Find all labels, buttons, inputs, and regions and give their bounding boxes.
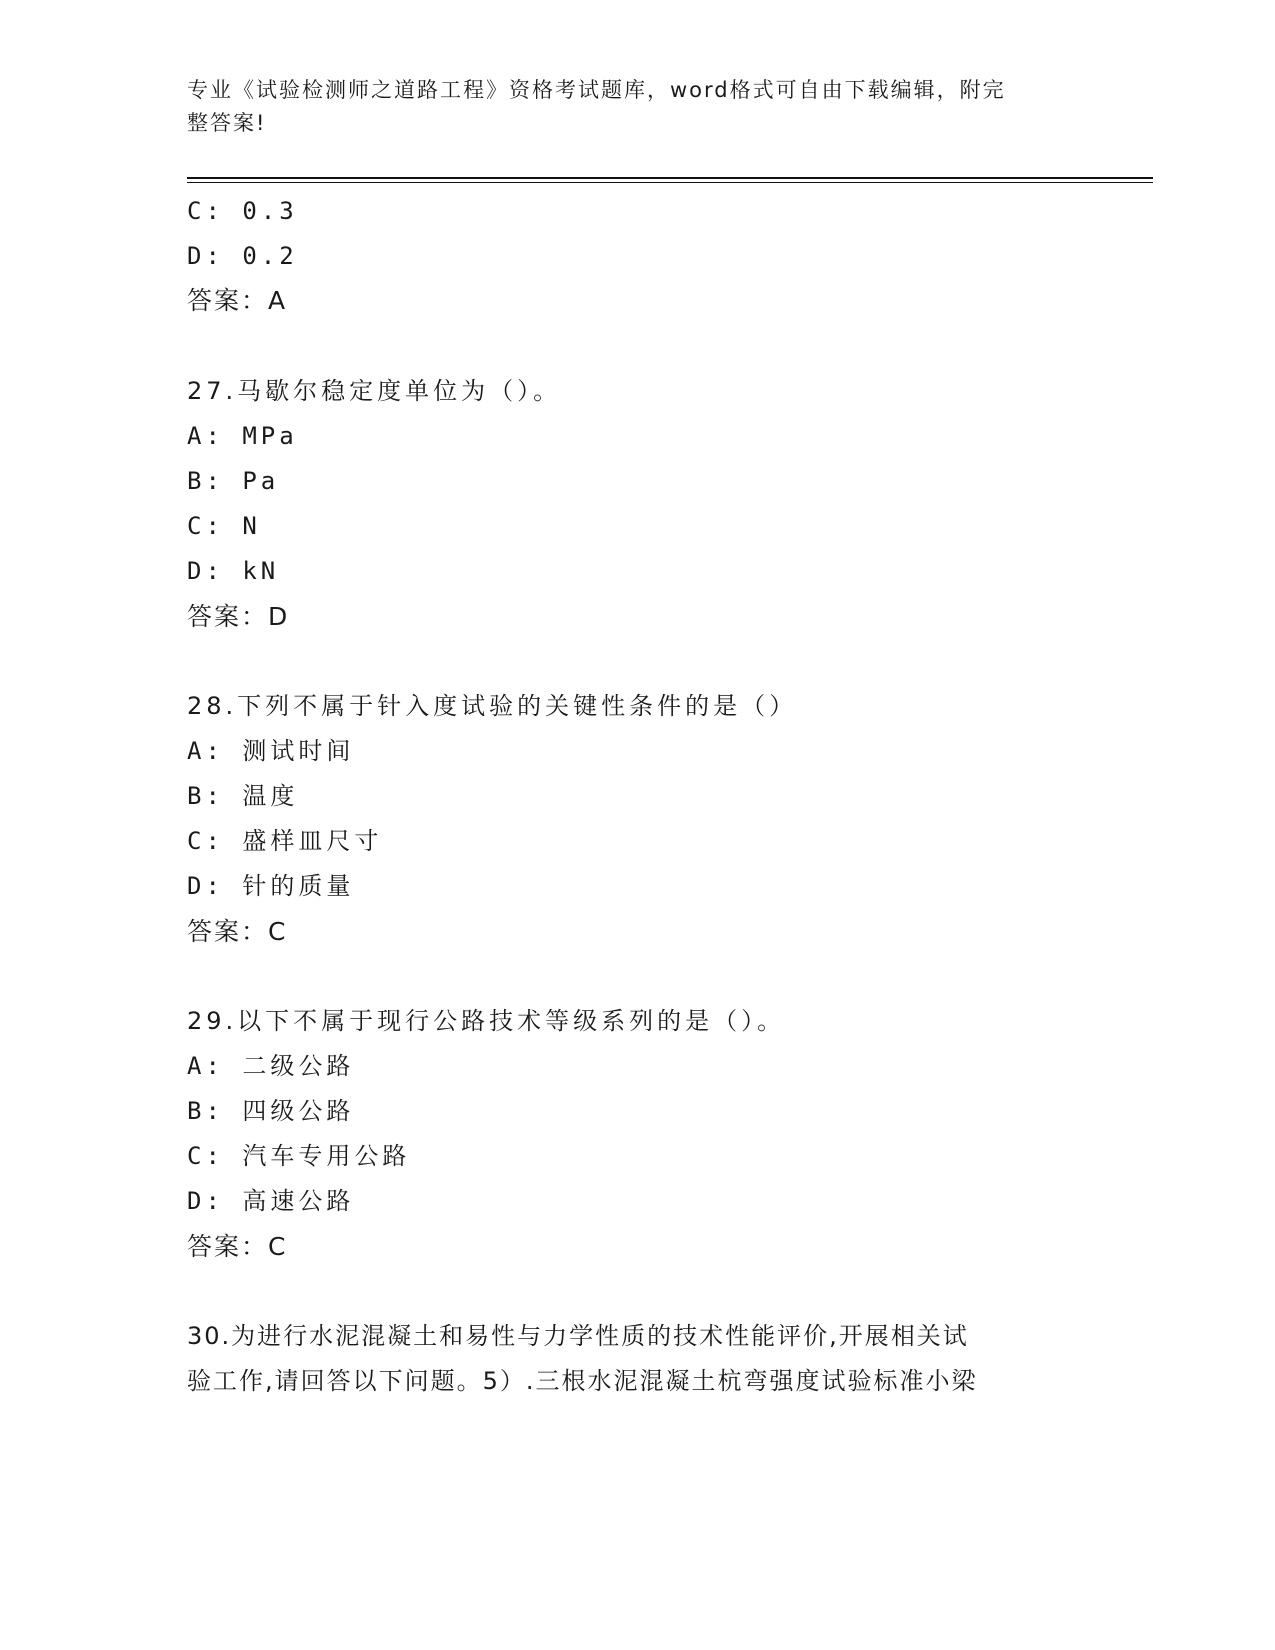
q29-option-b: B: 四级公路 bbox=[187, 1097, 355, 1125]
header-divider-thin bbox=[187, 182, 1153, 183]
document-header bbox=[187, 74, 1067, 140]
question-30-line-1: 30.为进行水泥混凝土和易性与力学性质的技术性能评价,开展相关试 bbox=[187, 1322, 969, 1350]
header-line-2: 整答案! bbox=[187, 111, 267, 135]
q28-answer: 答案：C bbox=[187, 917, 288, 946]
header-divider-thick bbox=[187, 177, 1153, 179]
q27-option-a: A: MPa bbox=[187, 422, 298, 450]
q27-option-d: D: kN bbox=[187, 557, 280, 585]
question-30-line-2: 验工作,请回答以下问题。5）.三根水泥混凝土杭弯强度试验标准小梁 bbox=[187, 1367, 978, 1395]
q27-option-c: C: N bbox=[187, 512, 261, 540]
q28-option-d: D: 针的质量 bbox=[187, 872, 355, 900]
question-29: 29.以下不属于现行公路技术等级系列的是（）。 bbox=[187, 1007, 786, 1035]
q28-option-c: C: 盛样皿尺寸 bbox=[187, 827, 383, 855]
question-27: 27.马歇尔稳定度单位为（）。 bbox=[187, 377, 562, 405]
q29-option-d: D: 高速公路 bbox=[187, 1187, 355, 1215]
prev-answer: 答案：A bbox=[187, 286, 288, 315]
q28-option-a: A: 测试时间 bbox=[187, 737, 355, 765]
question-28: 28.下列不属于针入度试验的关键性条件的是（） bbox=[187, 692, 798, 720]
q27-option-b: B: Pa bbox=[187, 467, 280, 495]
header-line-1: 专业《试验检测师之道路工程》资格考试题库，word格式可自由下载编辑，附完 bbox=[187, 78, 1006, 102]
prev-option-c: C: 0.3 bbox=[187, 197, 298, 225]
q29-answer: 答案：C bbox=[187, 1232, 288, 1261]
q28-option-b: B: 温度 bbox=[187, 782, 299, 810]
q27-answer: 答案：D bbox=[187, 602, 290, 631]
q29-option-c: C: 汽车专用公路 bbox=[187, 1142, 411, 1170]
q29-option-a: A: 二级公路 bbox=[187, 1052, 355, 1080]
prev-option-d: D: 0.2 bbox=[187, 242, 298, 270]
